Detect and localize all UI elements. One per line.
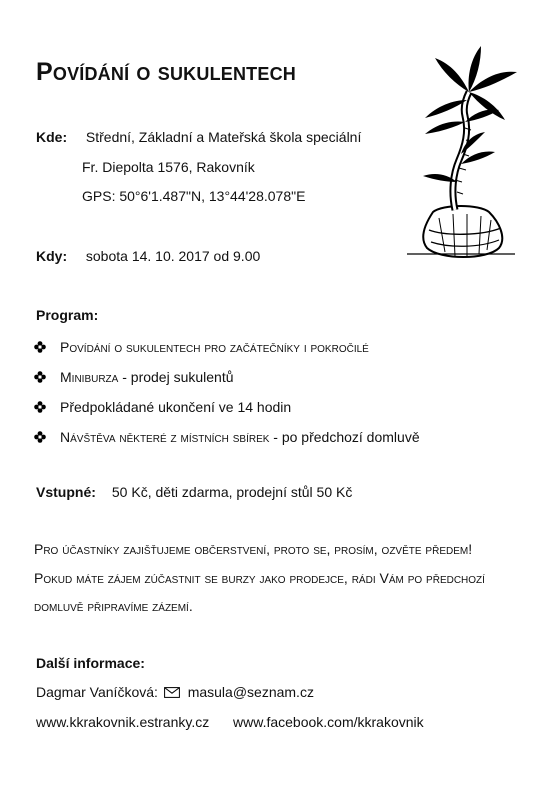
program-item-text: - prodej sukulentů [118, 369, 234, 385]
program-item-text: - po předchozí domluvě [269, 429, 420, 445]
program-item [34, 392, 420, 422]
program-item [34, 332, 420, 362]
flower-bullet-icon [34, 401, 46, 413]
contact-name: Dagmar Vaníčková: [36, 684, 158, 700]
admission-block [36, 484, 352, 500]
program-item-emph: Miniburza [60, 369, 119, 385]
program-item-emph: Povídání o sukulentech pro začátečníky i pokročilé [60, 339, 369, 355]
more-info-label: Další informace: [36, 655, 145, 671]
program-item [34, 362, 420, 392]
date-label: Kdy: [36, 248, 68, 264]
location-gps: GPS: 50°6'1.487"N, 13°44'28.078"E [82, 188, 306, 204]
note-line-1: Pro účastníky zajišťujeme občerstvení, proto se, prosím, ozvěte předem! [34, 541, 473, 557]
envelope-icon [164, 687, 180, 698]
flower-bullet-icon [34, 371, 46, 383]
program-label: Program: [36, 307, 99, 323]
page-title: Povídání o sukulentech [36, 58, 296, 86]
note-line-3: domluvě připravíme zázemí. [34, 598, 193, 614]
admission-label: Vstupné: [36, 484, 96, 500]
program-item [34, 422, 420, 452]
facebook-link[interactable]: www.facebook.com/kkrakovnik [233, 714, 424, 730]
location-line-2: Fr. Diepolta 1576, Rakovník [82, 159, 255, 175]
contact-email-link[interactable]: masula@seznam.cz [187, 684, 314, 700]
location-line-1: Střední, Základní a Mateřská škola speciální [85, 129, 362, 145]
succulent-plant-illustration [395, 42, 525, 264]
admission-value: 50 Kč, děti zdarma, prodejní stůl 50 Kč [111, 484, 353, 500]
website-link[interactable]: www.kkrakovnik.estranky.cz [36, 714, 210, 730]
location-block [36, 129, 361, 145]
note-line-2: Pokud máte zájem zúčastnit se burzy jako prodejce, rádi Vám po předchozí [34, 570, 485, 586]
location-label: Kde: [36, 129, 68, 145]
flower-bullet-icon [34, 341, 46, 353]
links-line [36, 714, 424, 730]
program-list [34, 332, 420, 452]
program-item-emph: Návštěva některé z místních sbírek [60, 429, 270, 445]
program-item-text: Předpokládané ukončení ve 14 hodin [60, 399, 292, 415]
date-block [36, 248, 260, 264]
flower-bullet-icon [34, 431, 46, 443]
contact-line [36, 684, 314, 700]
date-value: sobota 14. 10. 2017 od 9.00 [85, 248, 261, 264]
